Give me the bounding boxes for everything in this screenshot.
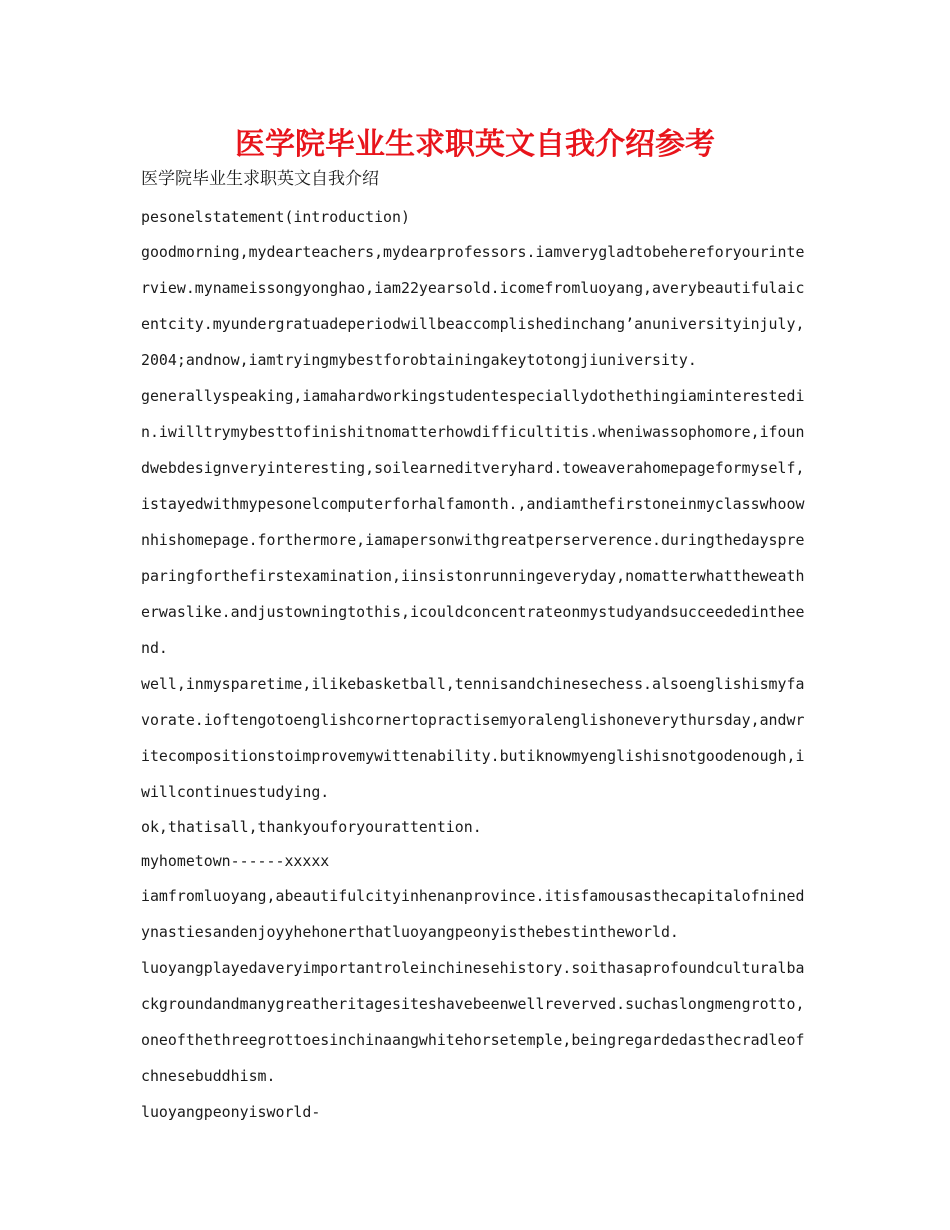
paragraph-closing: ok,thatisall,thankyouforyourattention. [141, 818, 482, 836]
paragraph-peony: luoyangpeonyisworld- [141, 1103, 321, 1121]
paragraph-hometown-history: luoyangplayedaveryimportantroleinchinesehistory.soithasaprofoundculturalbackgroundandmanygreatheritagesiteshavebeenwellreverved.suchaslongmengrotto,oneofthethreegrottoesinchinaangwhitehorsetemple,beingregardedasthecradleofchnesebuddhism. [141, 959, 805, 1085]
paragraph-hobbies: well,inmysparetime,ilikebasketball,tennisandchinesechess.alsoenglishismyfavorate.ioftengotoenglishcornertopractisemyoralenglishoneverythursday,andwritecompositionstoimprovemywittenability.butiknowmyenglishisnotgoodenough,iwillcontinuestudying. [141, 675, 805, 801]
document-subtitle: 医学院毕业生求职英文自我介绍 [141, 169, 379, 189]
document-title: 医学院毕业生求职英文自我介绍参考 [235, 127, 715, 162]
paragraph-personality: generallyspeaking,iamahardworkingstudentespeciallydothethingiaminterestedin.iwilltrymybesttofinishitnomatterhowdifficultitis.wheniwassophomore,ifoundwebdesignveryinteresting,soilearneditveryhard.toweaverahomepageformyself,istayedwithmypesonelcomputerforhalfamonth.,andiamthefirstoneinmyclasswhoownhishomepage.forthermore,iamapersonwithgreatperserverence.duringthedayspreparingforthefirstexamination,iinsistonrunningeveryday,nomatterwhattheweatherwaslike.andjustowningtothis,icouldconcentrateonmystudyandsucceededintheend. [141, 387, 805, 657]
paragraph-statement-heading: pesonelstatement(introduction) [141, 208, 410, 226]
document-body [141, 200, 813, 1130]
paragraph-hometown-intro: iamfromluoyang,abeautifulcityinhenanprovince.itisfamousasthecapitalofninedynastiesandenjoyyhehonerthatluoyangpeonyisthebestintheworld. [141, 887, 805, 941]
paragraph-greeting: goodmorning,mydearteachers,mydearprofessors.iamverygladtobehereforyourinterview.mynameissongyonghao,iam22yearsold.icomefromluoyang,averybeautifulaicentcity.myundergratuadeperiodwillbeaccomplishedinchang’anuniversityinjuly,2004;andnow,iamtryingmybestforobtainingakeytotongjiuniversity. [141, 243, 805, 369]
paragraph-hometown-heading: myhometown------xxxxx [141, 852, 330, 870]
